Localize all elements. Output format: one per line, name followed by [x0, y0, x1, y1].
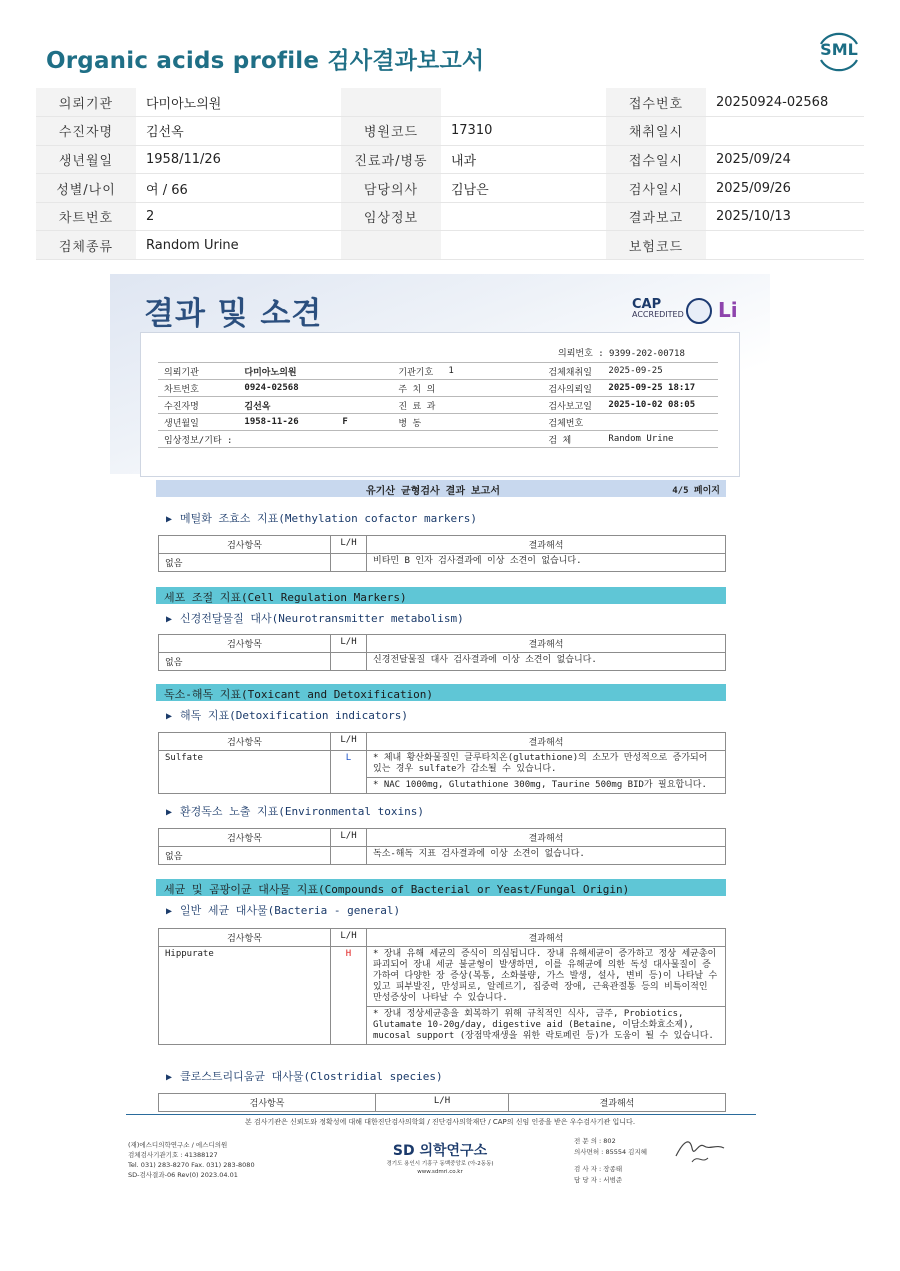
org-name: SD 의학연구소: [392, 1143, 488, 1159]
patient-value: 2025-09-25: [602, 363, 718, 380]
patient-value: [442, 397, 542, 414]
patient-label: 수진자명: [158, 397, 238, 414]
info-value: [441, 88, 606, 117]
info-row: [36, 88, 864, 117]
subsection-heading: ▶ 메틸화 조효소 지표(Methylation cofactor markers): [166, 512, 477, 525]
info-label: 진료과/병동: [341, 145, 441, 174]
test-item: 없음: [159, 554, 331, 572]
info-value: Random Urine: [136, 231, 341, 260]
info-label: 접수번호: [606, 88, 706, 117]
result-table: 검사항목 L/H 결과해석: [158, 1093, 726, 1112]
test-item: 없음: [159, 847, 331, 865]
section-bar: 세포 조절 지표(Cell Regulation Markers): [156, 587, 726, 604]
result-text: * 장내 정상세균총을 회복하기 위해 규칙적인 식사, 금주, Probiotics, Glutamate 10-20g/day, digestive aid (Betaine, 이담소화효소제), mucosal support (장점막재생을 위한 락토페린 등)가 도움이 될 수 있습니다.: [367, 1007, 726, 1045]
info-value: 2025/09/24: [706, 145, 864, 174]
info-label: 접수일시: [606, 145, 706, 174]
patient-label: 임상정보/기타 :: [158, 431, 238, 448]
info-value: 1958/11/26: [136, 145, 341, 174]
info-row: [36, 174, 864, 203]
patient-label: 기관기호: [392, 363, 442, 380]
report-heading: 유기산 균형검사 결과 보고서: [366, 486, 500, 497]
report-patient-table: [158, 362, 718, 448]
info-value: 여 / 66: [136, 174, 341, 203]
patient-label: 진 료 과: [392, 397, 442, 414]
info-value: 2025/09/26: [706, 174, 864, 203]
patient-value: 2025-10-02 08:05: [602, 397, 718, 414]
patient-info-table: [36, 88, 864, 260]
patient-label: [392, 431, 442, 448]
result-text: 독소-해독 지표 검사결과에 이상 소견이 없습니다.: [367, 847, 726, 865]
logo-text: SML: [820, 40, 858, 59]
result-table: 검사항목 L/H 결과해석 Hippurate H * 장내 유해 세균의 증식이 의심됩니다. 장내 유해세균이 증가하고 정상 세균총이 파괴되어 장내 세균 불균형이 발생하면, 이를 유해균에 의한 독성 대사물질이 증가하여 다양한 장 증상(복통, 소화불량, 가스 발생, 설사, 변비 등)이 나타날 수 있고 피부발진, 만성피로, 알레르기, 집중력 장애, 근육관절통 등의 비특이적인 만성증상이 나타날 수 있습니다. * 장내 정상세균총을 회복하기 위해 규칙적인 식사, 금주, Probiotics, Glutamate 10-20g/day, digestive aid (Betaine, 이담소화효소제), mucosal support (장점막재생을 위한 락토페린 등)가 도움이 될 수 있습니다.: [158, 928, 726, 1045]
patient-label: 검사보고일: [542, 397, 602, 414]
info-label: 검사일시: [606, 174, 706, 203]
info-label: [341, 231, 441, 260]
info-value: 다미아노의원: [136, 88, 341, 117]
test-item: Sulfate: [159, 751, 331, 794]
patient-value: [238, 431, 336, 448]
info-value: 2: [136, 202, 341, 231]
subsection-heading: ▶ 일반 세균 대사물(Bacteria - general): [166, 904, 401, 917]
patient-sex: F: [336, 414, 392, 431]
info-value: 김선옥: [136, 117, 341, 146]
result-text: * 체내 황산화물질인 글루타치온(glutathione)의 소모가 만성적으로 증가되어 있는 경우 sulfate가 감소될 수 있습니다.: [367, 751, 726, 778]
patient-sex: [336, 380, 392, 397]
report-patient-row: [158, 414, 718, 431]
info-row: [36, 145, 864, 174]
accreditation-badges: [632, 298, 752, 328]
patient-label: 차트번호: [158, 380, 238, 397]
info-label: 채취일시: [606, 117, 706, 146]
patient-label: 검 체: [542, 431, 602, 448]
info-label: 생년월일: [36, 145, 136, 174]
result-table: 검사항목 L/H 결과해석 Sulfate L * 체내 황산화물질인 글루타치온(glutathione)의 소모가 만성적으로 증가되어 있는 경우 sulfate가 감소될 수 있습니다. * NAC 1000mg, Glutathione 300mg, Taurine 500mg BID가 필요합니다.: [158, 732, 726, 794]
footer-signers: 전 문 의 : 802 의사면허 : 85554 김지혜 검 사 자 : 장종태 담 당 자 : 서범준: [574, 1137, 648, 1184]
test-item: Hippurate: [159, 947, 331, 1045]
test-item: 없음: [159, 653, 331, 671]
report-heading-bar: [156, 480, 726, 497]
info-row: [36, 231, 864, 260]
footer-org: SD 의학연구소 경기도 용인시 기흥구 동백중앙로 (아-2동동) www.sdmri.co.kr: [370, 1140, 510, 1176]
info-label: 수진자명: [36, 117, 136, 146]
patient-value: 0924-02568: [238, 380, 336, 397]
result-text: 신경전달물질 대사 검사결과에 이상 소견이 없습니다.: [367, 653, 726, 671]
subsection-heading: ▶ 해독 지표(Detoxification indicators): [166, 709, 408, 722]
li-badge: Li: [718, 298, 738, 322]
info-value: 2025/10/13: [706, 202, 864, 231]
info-label: 보험코드: [606, 231, 706, 260]
info-label: 임상정보: [341, 202, 441, 231]
patient-sex: [336, 363, 392, 380]
patient-label: 의뢰기관: [158, 363, 238, 380]
subsection-heading: ▶ 환경독소 노출 지표(Environmental toxins): [166, 805, 424, 818]
patient-value: 다미아노의원: [238, 363, 336, 380]
report-patient-row: [158, 363, 718, 380]
info-row: [36, 202, 864, 231]
result-text: 비타민 B 인자 검사결과에 이상 소견이 없습니다.: [367, 554, 726, 572]
result-table: 검사항목 L/H 결과해석 없음 신경전달물질 대사 검사결과에 이상 소견이 없습니다.: [158, 634, 726, 671]
info-value: [441, 202, 606, 231]
info-label: 결과보고: [606, 202, 706, 231]
patient-value: 1958-11-26: [238, 414, 336, 431]
patient-value: [442, 414, 542, 431]
request-number: 의뢰번호 : 9399-202-00718: [558, 349, 685, 359]
info-value: 17310: [441, 117, 606, 146]
report-patient-row: [158, 397, 718, 414]
page-title: Organic acids profile 검사결과보고서: [46, 48, 485, 74]
patient-label: 검체번호: [542, 414, 602, 431]
embedded-report: [110, 274, 770, 1194]
info-label: 차트번호: [36, 202, 136, 231]
sml-logo: [815, 30, 863, 74]
low-flag: L: [331, 751, 367, 794]
result-text: * NAC 1000mg, Glutathione 300mg, Taurine 500mg BID가 필요합니다.: [367, 778, 726, 794]
info-row: [36, 117, 864, 146]
patient-value: Random Urine: [602, 431, 718, 448]
result-table: 검사항목 L/H 결과해석 없음 독소-해독 지표 검사결과에 이상 소견이 없습니다.: [158, 828, 726, 865]
patient-label: 검사의뢰일: [542, 380, 602, 397]
report-patient-row: [158, 380, 718, 397]
info-label: 검체종류: [36, 231, 136, 260]
seal-icon: [686, 298, 712, 324]
info-value: [706, 117, 864, 146]
report-title: 결과 및 소견: [144, 296, 323, 332]
cap-badge: CAP ACCREDITED: [632, 297, 684, 319]
report-patient-row: [158, 431, 718, 448]
patient-value: [442, 431, 542, 448]
info-label: 성별/나이: [36, 174, 136, 203]
patient-value: [442, 380, 542, 397]
info-label: 병원코드: [341, 117, 441, 146]
info-label: 담당의사: [341, 174, 441, 203]
patient-value: 김선옥: [238, 397, 336, 414]
info-label: [341, 88, 441, 117]
patient-label: 생년월일: [158, 414, 238, 431]
patient-label: 병 동: [392, 414, 442, 431]
patient-label: 검체채취일: [542, 363, 602, 380]
result-table: 검사항목 L/H 결과해석 없음 비타민 B 인자 검사결과에 이상 소견이 없습니다.: [158, 535, 726, 572]
info-value: [706, 231, 864, 260]
subsection-heading: ▶ 신경전달물질 대사(Neurotransmitter metabolism): [166, 612, 464, 625]
patient-label: 주 치 의: [392, 380, 442, 397]
patient-value: 2025-09-25 18:17: [602, 380, 718, 397]
result-text: * 장내 유해 세균의 증식이 의심됩니다. 장내 유해세균이 증가하고 정상 세균총이 파괴되어 장내 세균 불균형이 발생하면, 이를 유해균에 의한 독성 대사물질이 증가하여 다양한 장 증상(복통, 소화불량, 가스 발생, 설사, 변비 등)이 나타날 수 있고 피부발진, 만성피로, 알레르기, 집중력 장애, 근육관절통 등의 비특이적인 만성증상이 나타날 수 있습니다.: [367, 947, 726, 1007]
patient-sex: [336, 397, 392, 414]
footer-divider: [126, 1114, 756, 1115]
patient-value: [602, 414, 718, 431]
info-value: 내과: [441, 145, 606, 174]
patient-value: 1: [442, 363, 542, 380]
footer-accreditation-note: 본 검사기관은 신뢰도와 정확성에 대해 대한진단검사의학회 / 진단검사의학재단 / CAP의 신임 인증을 받은 우수검사기관 입니다.: [244, 1118, 636, 1126]
section-bar: 세균 및 곰팡이균 대사물 지표(Compounds of Bacterial or Yeast/Fungal Origin): [156, 879, 726, 896]
info-value: 20250924-02568: [706, 88, 864, 117]
patient-sex: [336, 431, 392, 448]
subsection-heading: ▶ 클로스트리디움균 대사물(Clostridial species): [166, 1070, 443, 1083]
footer-lab-info: (재)에스디의학연구소 / 에스디의원 검체검사기관기호 : 41388127 Tel. 031) 283-8270 Fax. 031) 283-8080 SD-검사결과-06 Rev(0) 2023.04.01: [128, 1141, 255, 1179]
info-value: [441, 231, 606, 260]
info-label: 의뢰기관: [36, 88, 136, 117]
high-flag: H: [331, 947, 367, 1045]
page-indicator: 4/5 페이지: [672, 486, 720, 496]
info-value: 김남은: [441, 174, 606, 203]
section-bar: 독소-해독 지표(Toxicant and Detoxification): [156, 684, 726, 701]
signature-icon: [672, 1134, 732, 1168]
